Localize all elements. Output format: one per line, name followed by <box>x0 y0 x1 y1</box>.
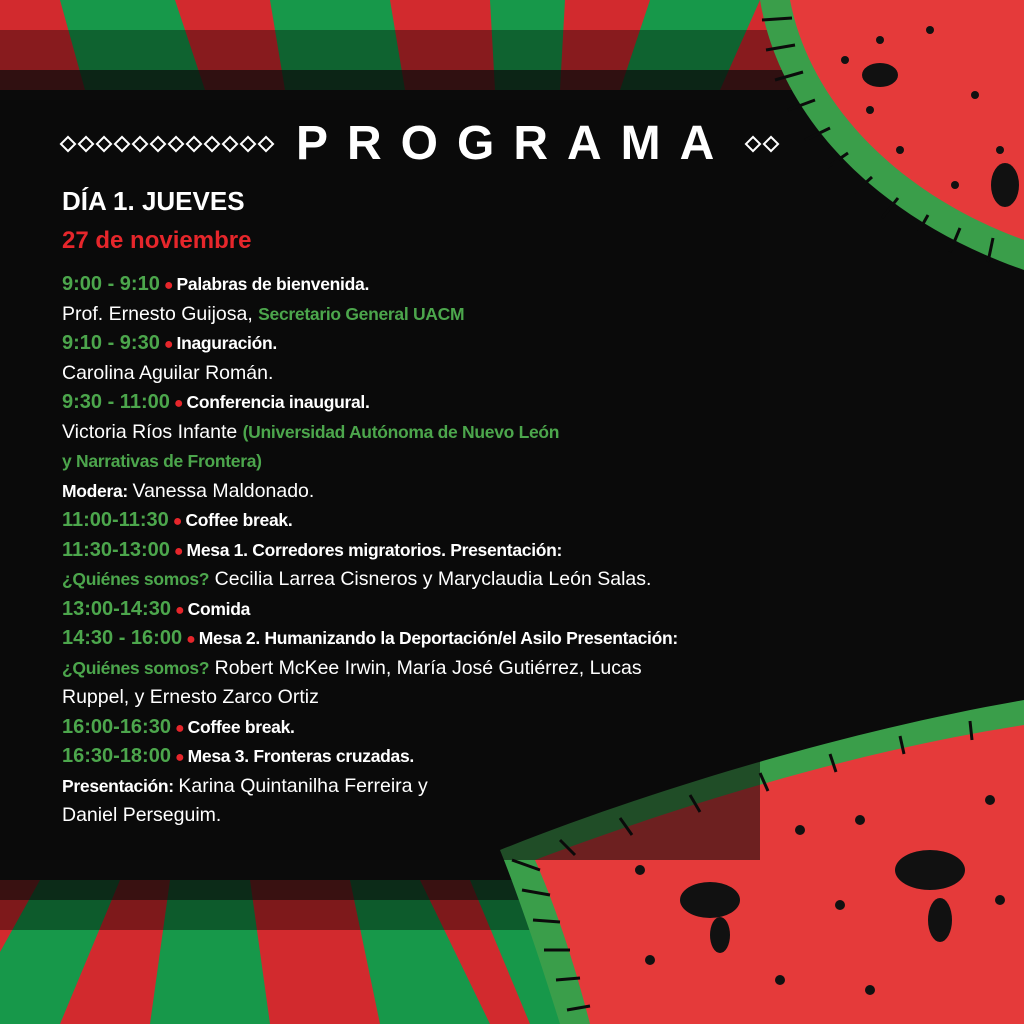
bullet-dot-icon: ● <box>186 631 196 648</box>
schedule-line <box>62 270 762 300</box>
schedule-line <box>62 300 762 330</box>
event-time: 16:30-18:00 <box>62 745 171 767</box>
event-title: Comida <box>187 598 251 619</box>
schedule-line <box>62 359 762 389</box>
bullet-dot-icon: ● <box>174 749 185 766</box>
bullet-dot-icon: ● <box>173 542 184 560</box>
bullet-dot-icon: ● <box>172 513 183 530</box>
schedule-line <box>62 477 762 507</box>
schedule-line <box>62 506 762 536</box>
schedule-line <box>62 654 762 684</box>
event-time: 11:00-11:30 <box>62 509 169 531</box>
diamond-border-right-icon <box>747 138 783 150</box>
schedule-line <box>62 772 762 802</box>
speakers: Robert McKee Irwin, María José Gutiérrez, Lucas <box>209 656 642 679</box>
speaker: Carolina Aguilar Román. <box>62 361 274 384</box>
affiliation: (Universidad Autónoma de Nuevo León <box>242 421 560 442</box>
event-time: 9:10 - 9:30 <box>62 332 160 354</box>
schedule-line <box>62 742 762 772</box>
speakers: Ruppel, y Ernesto Zarco Ortiz <box>62 686 319 708</box>
schedule-line <box>62 713 762 743</box>
schedule-line <box>62 329 762 359</box>
bullet-dot-icon: ● <box>174 719 185 737</box>
speaker: Victoria Ríos Infante <box>62 420 243 443</box>
event-title: Mesa 2. Humanizando la Deportación/el Asilo Presentación: <box>198 628 678 648</box>
program-title: PROGRAMA <box>296 117 734 170</box>
bullet-dot-icon: ● <box>163 336 174 353</box>
affiliation: y Narrativas de Frontera) <box>62 451 262 471</box>
event-time: 11:30-13:00 <box>62 538 170 561</box>
schedule-line <box>62 801 762 831</box>
schedule-line <box>62 447 762 477</box>
affiliation: Secretario General UACM <box>258 303 465 324</box>
event-time: 9:00 - 9:10 <box>62 273 160 295</box>
event-time: 9:30 - 11:00 <box>62 391 170 413</box>
moderator-label: Modera: <box>62 480 133 501</box>
schedule-line <box>62 418 762 448</box>
event-title: Mesa 1. Corredores migratorios. Presentación: <box>186 539 563 560</box>
event-time: 13:00-14:30 <box>62 597 171 620</box>
event-title: Mesa 3. Fronteras cruzadas. <box>187 746 414 766</box>
schedule-line <box>62 683 762 713</box>
event-title: Coffee break. <box>187 716 295 737</box>
event-time: 16:00-16:30 <box>62 715 171 738</box>
event-title: Coffee break. <box>185 510 293 530</box>
schedule-list <box>62 270 762 831</box>
event-title: Inaguración. <box>176 333 277 353</box>
moderator-name: Vanessa Maldonado. <box>132 479 315 502</box>
event-title: Conferencia inaugural. <box>186 392 370 412</box>
schedule-line <box>62 624 762 654</box>
bullet-dot-icon: ● <box>173 395 184 412</box>
bullet-dot-icon: ● <box>174 601 185 619</box>
speaker: Prof. Ernesto Guijosa, <box>62 302 259 325</box>
schedule-line <box>62 565 762 595</box>
bullet-dot-icon: ● <box>163 277 174 294</box>
day-heading: DÍA 1. JUEVES <box>62 186 245 216</box>
title-row <box>62 118 783 170</box>
event-title: Palabras de bienvenida. <box>176 274 370 294</box>
presentation-label: Presentación: <box>62 775 179 796</box>
date-heading: 27 de noviembre <box>62 227 252 254</box>
speakers: Daniel Perseguim. <box>62 804 222 826</box>
schedule-line <box>62 388 762 418</box>
speakers: Karina Quintanilha Ferreira y <box>178 774 428 797</box>
schedule-line <box>62 536 762 566</box>
presentation-subtitle: ¿Quiénes somos? <box>62 569 210 589</box>
speakers: Cecilia Larrea Cisneros y Maryclaudia León Salas. <box>209 568 652 590</box>
schedule-line <box>62 595 762 625</box>
event-time: 14:30 - 16:00 <box>62 627 183 649</box>
diamond-border-left-icon <box>62 138 278 150</box>
presentation-subtitle: ¿Quiénes somos? <box>62 657 210 678</box>
